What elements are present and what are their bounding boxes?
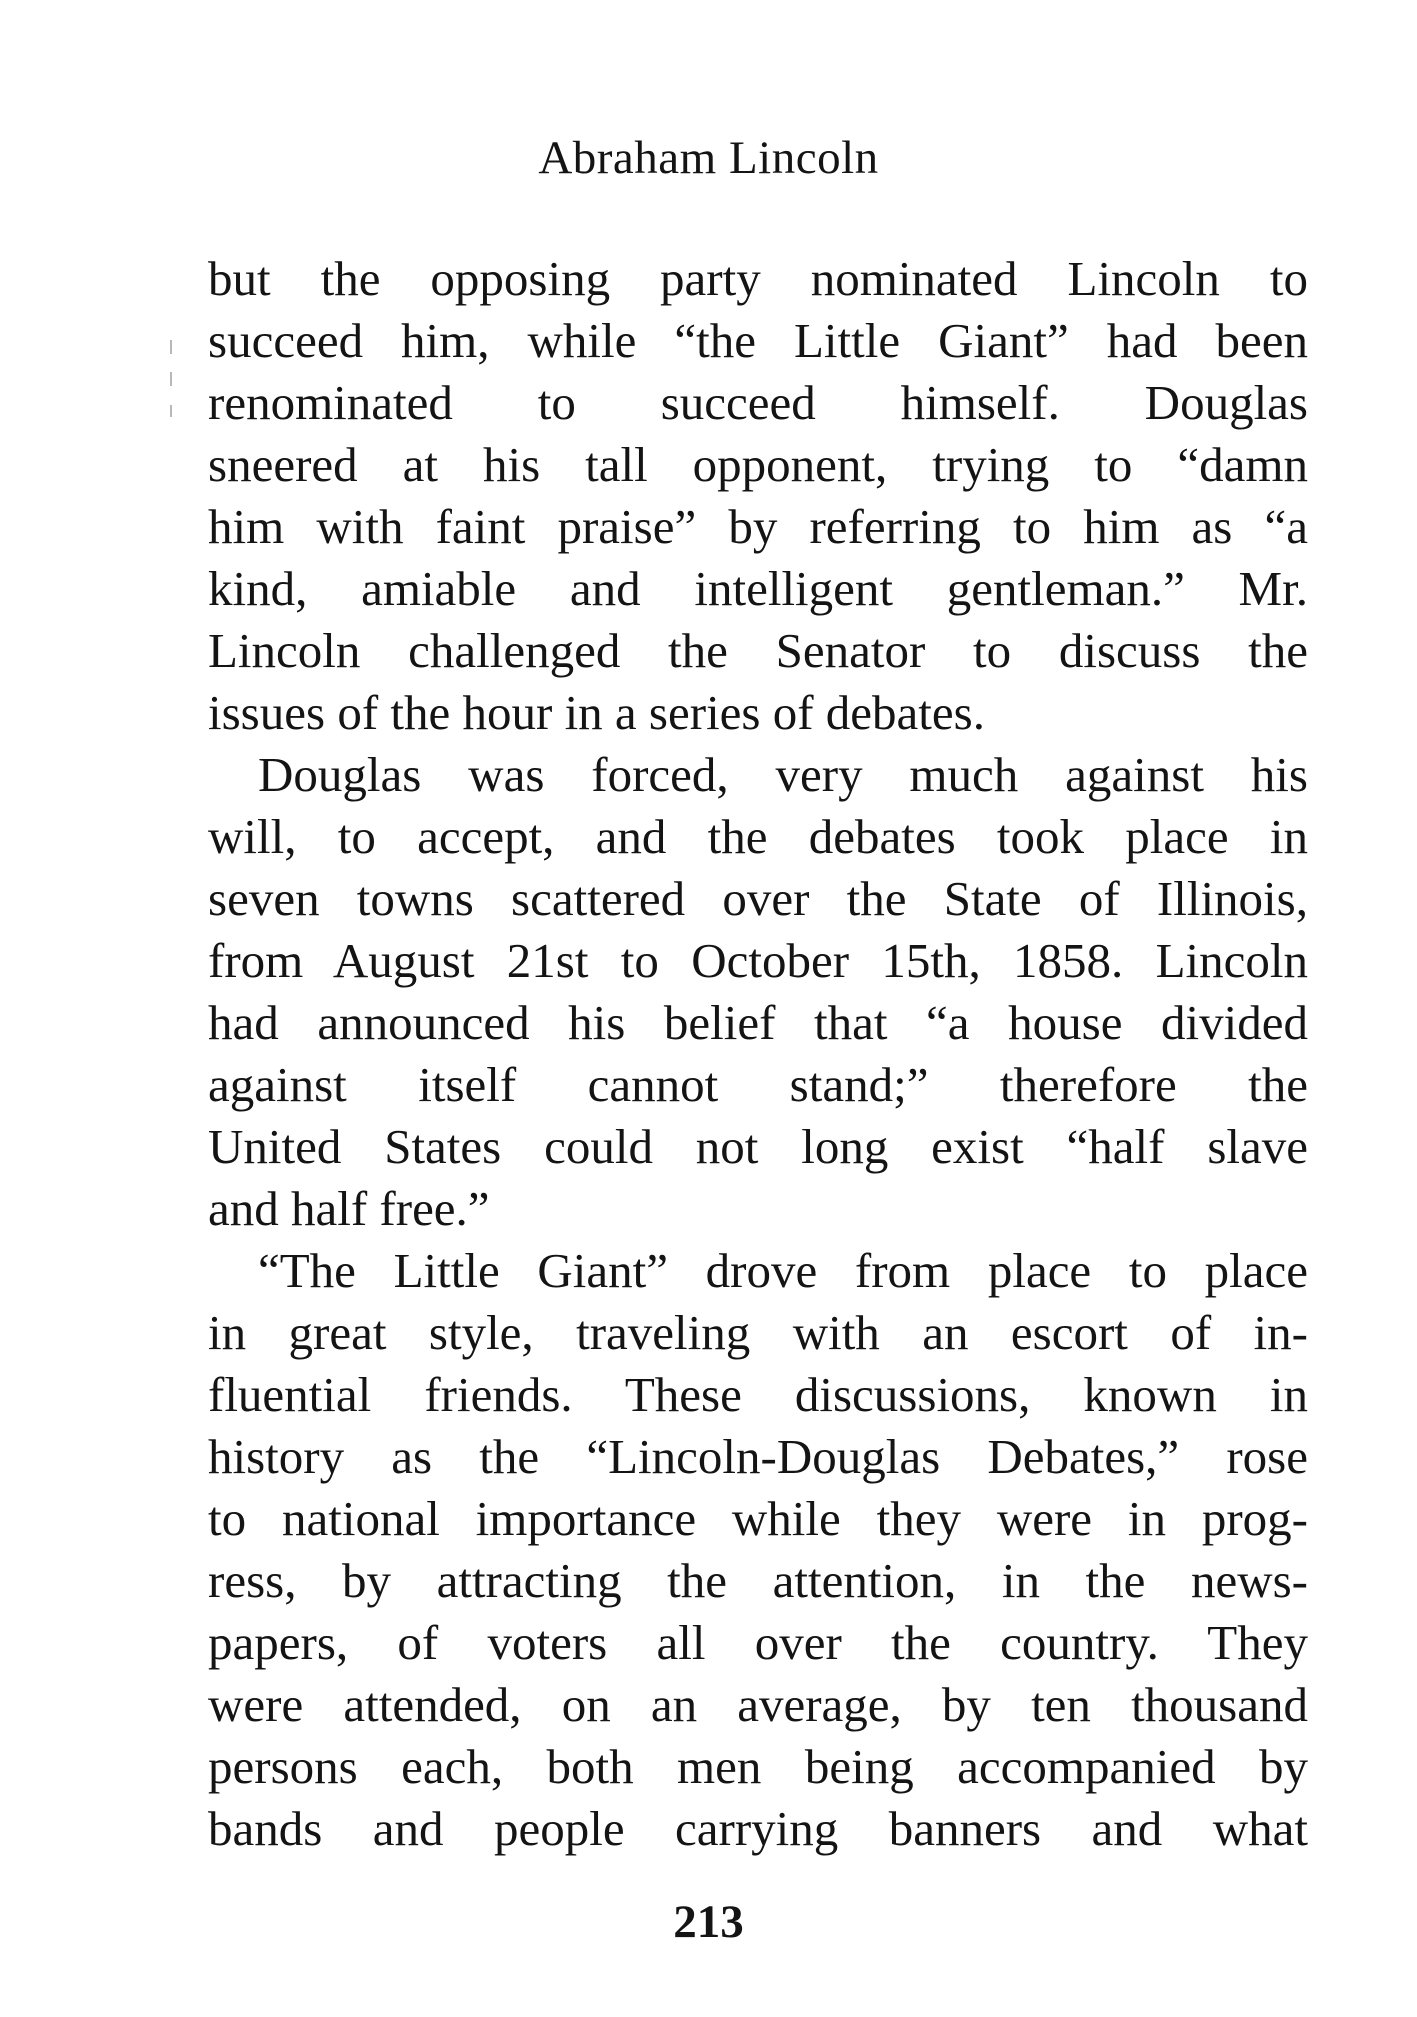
text-line: history as the “Lincoln-Douglas Debates,” rose (208, 1429, 1308, 1484)
text-line: seven towns scattered over the State of Illinois, (208, 871, 1308, 926)
text-line: Douglas was forced, very much against his (258, 747, 1308, 802)
text-line: issues of the hour in a series of debates. (208, 685, 985, 740)
text-line: but the opposing party nominated Lincoln to (208, 251, 1308, 306)
text-line: ress, by attracting the attention, in the news- (208, 1553, 1308, 1608)
text-line: sneered at his tall opponent, trying to “damn (208, 437, 1308, 492)
text-line: were attended, on an average, by ten thousand (208, 1677, 1308, 1732)
text-line: against itself cannot stand;” therefore the (208, 1057, 1308, 1112)
text-line: “The Little Giant” drove from place to place (258, 1243, 1308, 1298)
scan-speck (170, 405, 172, 417)
body-text (208, 248, 1308, 1860)
text-line: and half free.” (208, 1181, 490, 1236)
text-line: will, to accept, and the debates took place in (208, 809, 1308, 864)
scan-speck (170, 340, 172, 354)
scan-speck (170, 372, 172, 386)
text-line: Lincoln challenged the Senator to discuss the (208, 623, 1308, 678)
text-line: kind, amiable and intelligent gentleman.” Mr. (208, 561, 1308, 616)
text-line: from August 21st to October 15th, 1858. Lincoln (208, 933, 1308, 988)
text-line: succeed him, while “the Little Giant” had been (208, 313, 1308, 368)
text-line: persons each, both men being accompanied by (208, 1739, 1308, 1794)
text-line: papers, of voters all over the country. They (208, 1615, 1308, 1670)
text-line: renominated to succeed himself. Douglas (208, 375, 1308, 430)
text-line: to national importance while they were in prog- (208, 1491, 1308, 1546)
text-line: United States could not long exist “half slave (208, 1119, 1308, 1174)
text-line: bands and people carrying banners and what (208, 1801, 1308, 1856)
running-head: Abraham Lincoln (538, 132, 879, 184)
text-line: had announced his belief that “a house divided (208, 995, 1308, 1050)
page-number: 213 (673, 1896, 744, 1948)
text-line: in great style, traveling with an escort of in- (208, 1305, 1308, 1360)
text-line: fluential friends. These discussions, known in (208, 1367, 1308, 1422)
text-line: him with faint praise” by referring to him as “a (208, 499, 1308, 554)
